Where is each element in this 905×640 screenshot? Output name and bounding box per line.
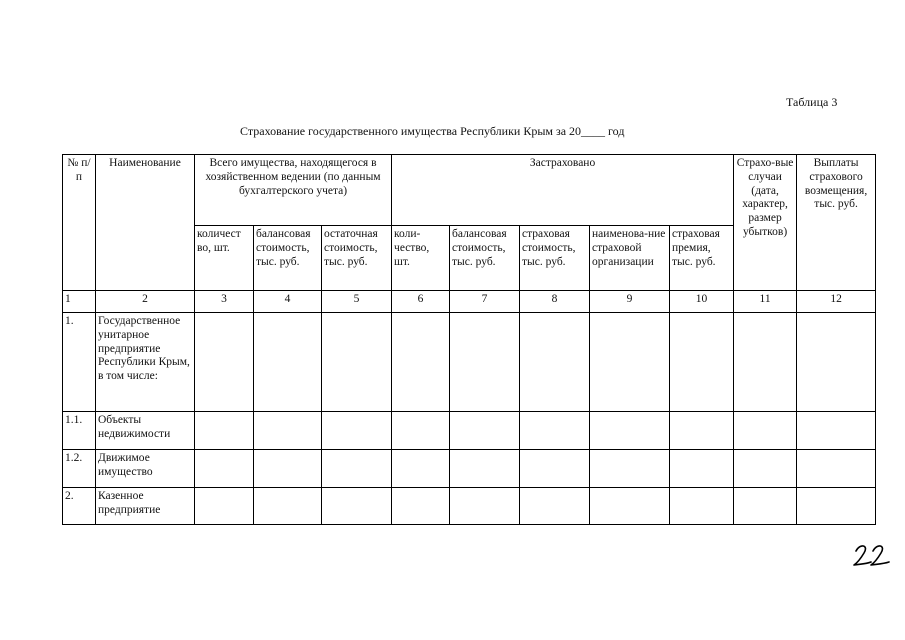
empty-cell: [590, 488, 670, 525]
header-insurance-cases: Страхо-вые случаи (дата, характер, размер убытков): [734, 155, 797, 291]
empty-cell: [734, 313, 797, 412]
subheader-total-residual-value: остаточная стоимость, тыс. руб.: [322, 226, 392, 291]
empty-cell: [254, 450, 322, 488]
empty-cell: [590, 412, 670, 450]
table-row: [63, 412, 876, 450]
document-title: Страхование государственного имущества Республики Крым за 20____ год: [240, 124, 625, 138]
empty-cell: [450, 313, 520, 412]
row-number: 1.1.: [63, 412, 96, 450]
column-number: 11: [734, 291, 797, 313]
empty-cell: [392, 412, 450, 450]
column-number: 4: [254, 291, 322, 313]
subheader-total-quantity: количест во, шт.: [195, 226, 254, 291]
empty-cell: [670, 450, 734, 488]
empty-cell: [195, 412, 254, 450]
empty-cell: [254, 488, 322, 525]
empty-cell: [670, 488, 734, 525]
empty-cell: [322, 412, 392, 450]
subheader-insurer-name: наименова-ние страховой организации: [590, 226, 670, 291]
empty-cell: [670, 313, 734, 412]
empty-cell: [797, 488, 876, 525]
header-total-property: Всего имущества, находящегося в хозяйственном ведении (по данным бухгалтерского учета): [195, 155, 392, 226]
subheader-insured-value: страховая стоимость, тыс. руб.: [520, 226, 590, 291]
handwritten-page-number: [852, 540, 892, 570]
column-number: 3: [195, 291, 254, 313]
empty-cell: [392, 488, 450, 525]
row-number: 1.: [63, 313, 96, 412]
empty-cell: [450, 450, 520, 488]
empty-cell: [254, 412, 322, 450]
empty-cell: [734, 488, 797, 525]
row-number: 2.: [63, 488, 96, 525]
column-number-row: [63, 291, 876, 313]
table-label: Таблица 3: [786, 95, 838, 109]
column-number: 5: [322, 291, 392, 313]
empty-cell: [590, 313, 670, 412]
row-name: Объекты недвижимости: [96, 412, 195, 450]
empty-cell: [797, 450, 876, 488]
empty-cell: [322, 488, 392, 525]
header-number: № п/п: [63, 155, 96, 291]
empty-cell: [797, 412, 876, 450]
column-number: 9: [590, 291, 670, 313]
empty-cell: [590, 450, 670, 488]
row-number: 1.2.: [63, 450, 96, 488]
empty-cell: [254, 313, 322, 412]
column-number: 6: [392, 291, 450, 313]
empty-cell: [392, 313, 450, 412]
empty-cell: [520, 488, 590, 525]
header-payments: Выплаты страхового возмещения, тыс. руб.: [797, 155, 876, 291]
empty-cell: [392, 450, 450, 488]
empty-cell: [670, 412, 734, 450]
empty-cell: [195, 450, 254, 488]
row-name: Казенное предприятие: [96, 488, 195, 525]
column-number: 12: [797, 291, 876, 313]
subheader-insurance-premium: страховая премия, тыс. руб.: [670, 226, 734, 291]
column-number: 1: [63, 291, 96, 313]
subheader-insured-quantity: коли-чество, шт.: [392, 226, 450, 291]
row-name: Государственное унитарное предприятие Республики Крым, в том числе:: [96, 313, 195, 412]
table-row: [63, 313, 876, 412]
column-number: 2: [96, 291, 195, 313]
header-insured: Застраховано: [392, 155, 734, 226]
empty-cell: [797, 313, 876, 412]
empty-cell: [450, 488, 520, 525]
column-number: 7: [450, 291, 520, 313]
header-name: Наименование: [96, 155, 195, 291]
empty-cell: [322, 450, 392, 488]
empty-cell: [520, 450, 590, 488]
table-row: [63, 450, 876, 488]
empty-cell: [734, 450, 797, 488]
column-number: 8: [520, 291, 590, 313]
empty-cell: [195, 488, 254, 525]
empty-cell: [520, 412, 590, 450]
empty-cell: [450, 412, 520, 450]
empty-cell: [322, 313, 392, 412]
empty-cell: [520, 313, 590, 412]
row-name: Движимое имущество: [96, 450, 195, 488]
subheader-total-book-value: балансовая стоимость, тыс. руб.: [254, 226, 322, 291]
subheader-insured-book-value: балансовая стоимость, тыс. руб.: [450, 226, 520, 291]
insurance-table: [62, 154, 876, 525]
empty-cell: [195, 313, 254, 412]
column-number: 10: [670, 291, 734, 313]
empty-cell: [734, 412, 797, 450]
table-row: [63, 488, 876, 525]
